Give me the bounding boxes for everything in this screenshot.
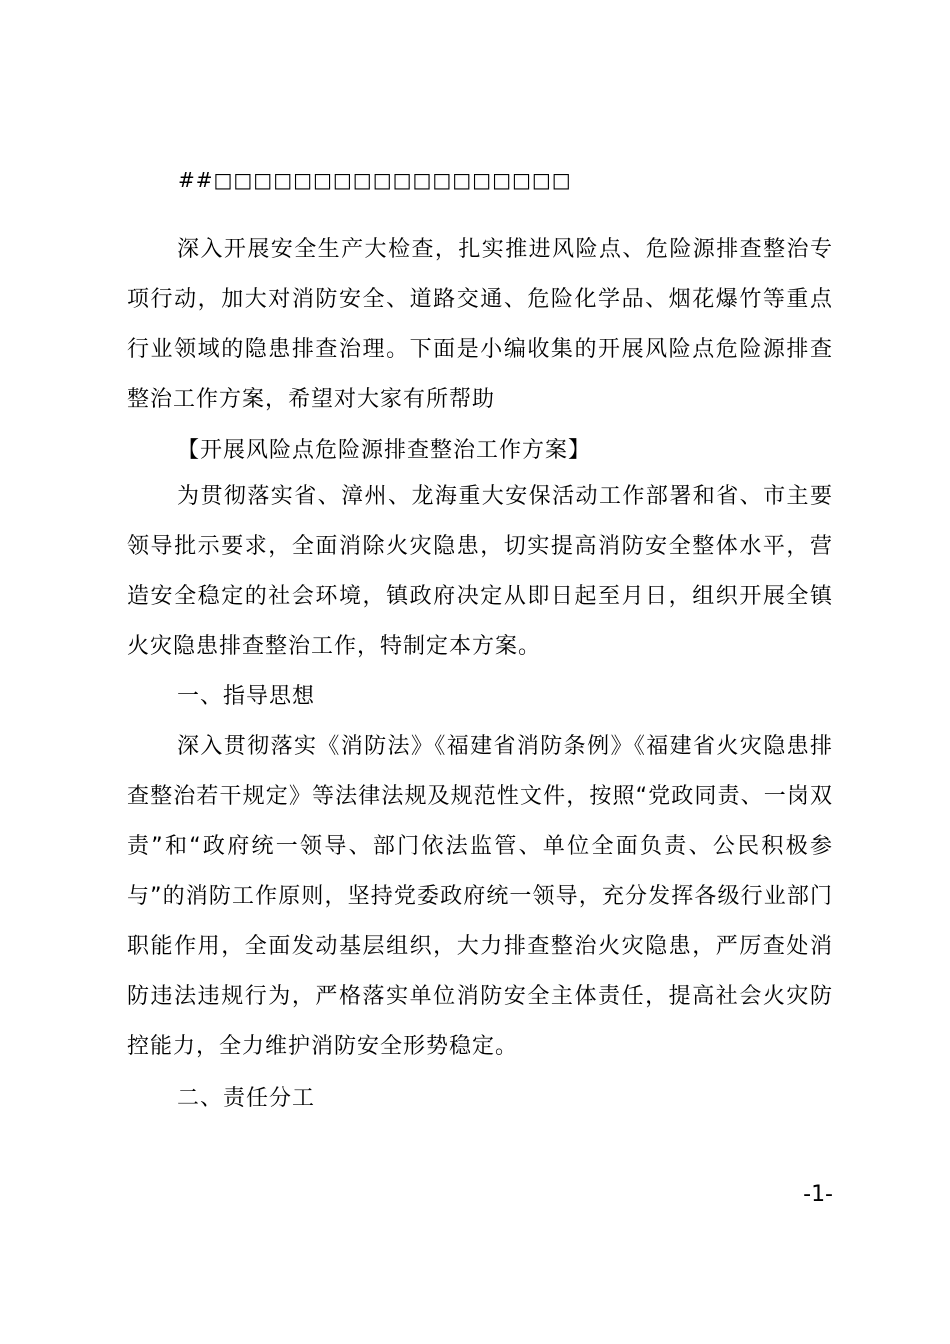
document-heading-code: ##□□□□□□□□□□□□□□□□□□ (178, 168, 572, 192)
page-number: -1- (803, 1182, 833, 1207)
purpose-paragraph: 为贯彻落实省、漳州、龙海重大安保活动工作部署和省、市主要领导批示要求，全面消除火灾隐患，切实提高消防安全整体水平，营造安全稳定的社会环境，镇政府决定从即日起至月日，组织开展全镇火灾隐患排查整治工作，特制定本方案。 (127, 484, 833, 659)
section-heading-guiding-thought: 一、指导思想 (177, 684, 316, 709)
section-heading-responsibility: 二、责任分工 (177, 1086, 316, 1111)
guiding-thought-paragraph: 深入贯彻落实《消防法》《福建省消防条例》《福建省火灾隐患排查整治若干规定》等法律法规及规范性文件，按照“党政同责、一岗双责”和“政府统一领导、部门依法监管、单位全面负责、公民积极参与”的消防工作原则，坚持党委政府统一领导，充分发挥各级行业部门职能作用，全面发动基层组织，大力排查整治火灾隐患，严厉查处消防违法违规行为，严格落实单位消防安全主体责任，提高社会火灾防控能力，全力维护消防安全形势稳定。 (127, 734, 833, 1059)
plan-title: 【开展风险点危险源排查整治工作方案】 (177, 438, 592, 463)
intro-paragraph: 深入开展安全生产大检查，扎实推进风险点、危险源排查整治专项行动，加大对消防安全、道路交通、危险化学品、烟花爆竹等重点行业领域的隐患排查治理。下面是小编收集的开展风险点危险源排查整治工作方案，希望对大家有所帮助 (127, 237, 833, 412)
